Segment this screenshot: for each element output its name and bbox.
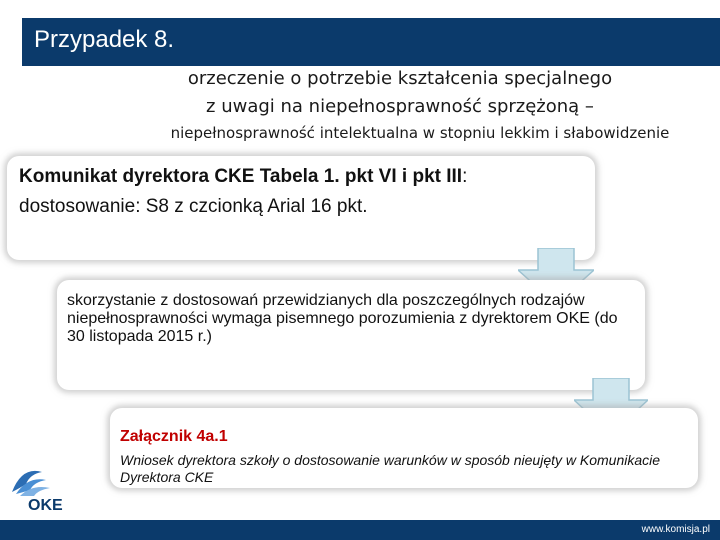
subtitle-line-2: z uwagi na niepełnosprawność sprzężoną – (206, 96, 594, 117)
subtitle-line-3: niepełnosprawność intelektualna w stopniu lekkim i słabowidzenie (170, 124, 670, 142)
oke-logo-icon (8, 462, 78, 520)
title-bar (22, 18, 720, 66)
oke-logo-text: OKE (28, 497, 63, 514)
directive-title-bold: Komunikat dyrektora CKE Tabela 1. pkt VI i pkt III (19, 166, 463, 187)
accommodation-text: dostosowanie: S8 z czcionką Arial 16 pkt. (19, 196, 368, 217)
directive-title (19, 166, 583, 188)
directive-card (7, 156, 595, 260)
subtitle-line-1: orzeczenie o potrzebie kształcenia specjalnego (187, 68, 613, 89)
attachment-card (110, 408, 698, 488)
attachment-text: Wniosek dyrektora szkoły o dostosowanie warunków w sposób nieujęty w Komunikacie Dyrektora CKE (120, 452, 661, 485)
agreement-text: skorzystanie z dostosowań przewidzianych dla poszczególnych rodzajów niepełnosprawności wymaga pisemnego porozumienia z dyrektorem OKE (do 30 listopada 2015 r.) (67, 292, 618, 345)
agreement-card (57, 280, 645, 390)
footer-url[interactable]: www.komisja.pl (641, 524, 710, 535)
footer-bar (0, 520, 720, 540)
page-title: Przypadek 8. (34, 26, 175, 53)
directive-title-suffix: : (462, 166, 468, 187)
attachment-heading: Załącznik 4a.1 (120, 428, 228, 445)
